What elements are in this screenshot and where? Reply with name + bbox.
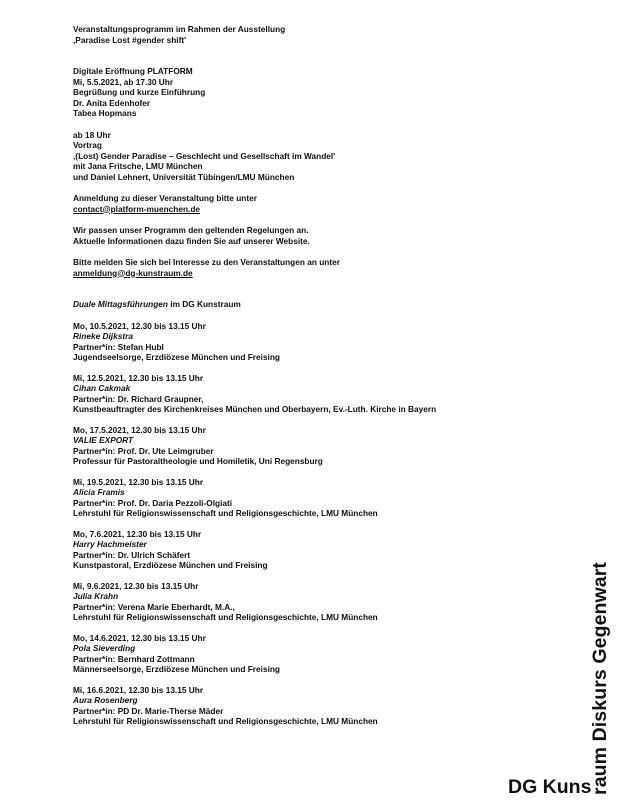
- opening-speaker: Tabea Hopmans: [73, 108, 137, 118]
- registration-block: [73, 193, 533, 214]
- notice-line: Aktuelle Informationen dazu finden Sie auf unserer Website.: [73, 235, 310, 246]
- opening-speaker: Dr. Anita Edenhofer: [73, 97, 151, 108]
- tour-entry: [73, 633, 533, 675]
- lecture-time: ab 18 Uhr: [73, 129, 111, 140]
- tour-artist: Harry Hachmeister: [73, 539, 147, 549]
- intro-block: [73, 24, 533, 45]
- opening-block: [73, 66, 533, 119]
- tour-artist: Cihan Cakmak: [73, 383, 131, 393]
- tour-date: Mi, 19.5.2021, 12.30 bis 13.15 Uhr: [73, 476, 204, 487]
- tours-heading: [73, 299, 533, 310]
- tour-entry: [73, 373, 533, 415]
- brand-logo-vertical-text: raum Diskurs Gegenwart: [589, 561, 611, 795]
- lecture-block: [73, 130, 533, 183]
- tour-date: Mi, 16.6.2021, 12.30 bis 13.15 Uhr: [73, 684, 204, 695]
- contact-email-link[interactable]: anmeldung@dg-kunstraum.de: [73, 267, 193, 278]
- lecture-speaker: mit Jana Fritsche, LMU München: [73, 161, 203, 171]
- tour-date: Mo, 14.6.2021, 12.30 bis 13.15 Uhr: [73, 632, 206, 643]
- tour-artist: Alicia Framis: [73, 487, 125, 497]
- tour-partner: Partner*in: Prof. Dr. Daria Pezzoli-Olgiati: [73, 497, 233, 508]
- tour-partner: Partner*in: Bernhard Zottmann: [73, 653, 195, 664]
- tour-date: Mo, 17.5.2021, 12.30 bis 13.15 Uhr: [73, 424, 206, 435]
- opening-date: Mi, 5.5.2021, ab 17.30 Uhr: [73, 76, 174, 87]
- tour-artist: Aura Rosenberg: [73, 695, 138, 705]
- tour-entry: [73, 529, 533, 571]
- tours-heading-rest: im DG Kunstraum: [167, 299, 241, 309]
- brand-logo-horizontal-text: DG Kuns: [508, 776, 592, 798]
- tour-partner-role: Kunstpastoral, Erzdiözese München und Freising: [73, 560, 268, 570]
- registration-text: Anmeldung zu dieser Veranstaltung bitte unter: [73, 193, 257, 203]
- tour-partner: Partner*in: Dr. Richard Graupner,: [73, 393, 204, 404]
- lecture-speaker: und Daniel Lehnert, Universität Tübingen/LMU München: [73, 171, 295, 182]
- tour-entry: [73, 321, 533, 363]
- tour-artist: Rineke Dijkstra: [73, 331, 133, 341]
- lecture-title: ‚(Lost) Gender Paradise – Geschlecht und Gesellschaft im Wandel': [73, 150, 336, 161]
- tour-partner: Partner*in: Dr. Ulrich Schäfert: [73, 549, 191, 560]
- notice-block: [73, 225, 533, 246]
- tour-partner-role: Jugendseelsorge, Erzdiözese München und Freising: [73, 352, 281, 362]
- tour-partner: Partner*in: Stefan Hubl: [73, 341, 164, 352]
- program-text: [73, 24, 533, 727]
- tour-entry: [73, 685, 533, 727]
- tour-partner-role: Lehrstuhl für Religionswissenschaft und Religionsgeschichte, LMU München: [73, 612, 378, 622]
- tour-entry: [73, 477, 533, 519]
- tour-date: Mo, 7.6.2021, 12.30 bis 13.15 Uhr: [73, 528, 202, 539]
- registration-email-link[interactable]: contact@platform-muenchen.de: [73, 203, 201, 214]
- opening-title: Digitale Eröffnung PLATFORM: [73, 66, 193, 76]
- tours-heading-italic: Duale Mittagsführungen: [73, 299, 168, 309]
- opening-welcome: Begrüßung und kurze Einführung: [73, 87, 206, 97]
- tour-entry: [73, 425, 533, 467]
- tours-list: [73, 321, 533, 727]
- tour-partner: Partner*in: Prof. Dr. Ute Leimgruber: [73, 445, 214, 456]
- tour-date: Mi, 9.6.2021, 12.30 bis 13.15 Uhr: [73, 580, 199, 591]
- contact-text: Bitte melden Sie sich bei Interesse zu den Veranstaltungen an unter: [73, 257, 340, 267]
- tour-artist: Pola Sieverding: [73, 643, 136, 653]
- tour-partner-role: Lehrstuhl für Religionswissenschaft und Religionsgeschichte, LMU München: [73, 716, 378, 726]
- tour-entry: [73, 581, 533, 623]
- tour-partner-role: Lehrstuhl für Religionswissenschaft und Religionsgeschichte, LMU München: [73, 508, 378, 518]
- exhibition-title: ‚Paradise Lost #gender shift': [73, 34, 187, 45]
- tour-artist: VALIE EXPORT: [73, 435, 134, 445]
- lecture-type: Vortrag: [73, 140, 102, 150]
- tour-partner: Partner*in: PD Dr. Marie-Therse Mäder: [73, 705, 224, 716]
- tour-partner-role: Kunstbeauftragter des Kirchenkreises München und Oberbayern, Ev.-Luth. Kirche in Bayern: [73, 404, 437, 414]
- tour-artist: Julia Krahn: [73, 591, 119, 601]
- tour-partner-role: Männerseelsorge, Erzdiözese München und Freising: [73, 664, 281, 674]
- tour-date: Mi, 12.5.2021, 12.30 bis 13.15 Uhr: [73, 372, 204, 383]
- tour-date: Mo, 10.5.2021, 12.30 bis 13.15 Uhr: [73, 320, 206, 331]
- contact-block: [73, 257, 533, 278]
- tour-partner: Partner*in: Verena Marie Eberhardt, M.A.,: [73, 601, 235, 612]
- intro-line: Veranstaltungsprogramm im Rahmen der Ausstellung: [73, 24, 286, 34]
- tour-partner-role: Professur für Pastoraltheologie und Homiletik, Uni Regensburg: [73, 456, 323, 466]
- notice-line: Wir passen unser Programm den geltenden Regelungen an.: [73, 225, 309, 235]
